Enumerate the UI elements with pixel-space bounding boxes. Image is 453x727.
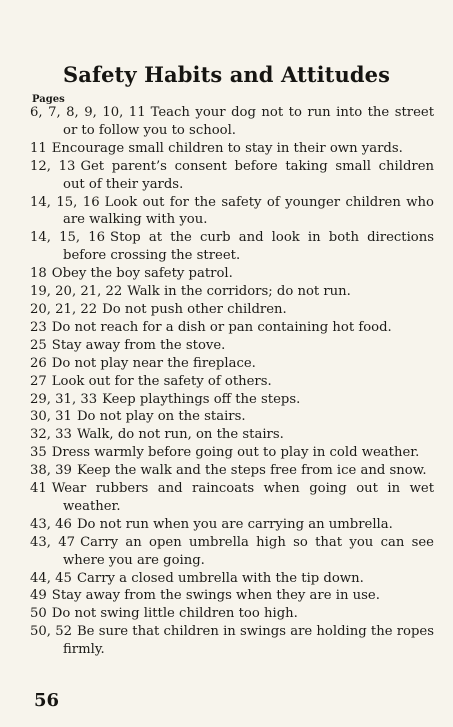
entry-text: Do not push other children.: [102, 301, 287, 317]
entry-text: Look out for the safety of others.: [51, 373, 272, 389]
entry-pages: 49: [30, 588, 47, 604]
entry-text: Do not run when you are carrying an umbrella.: [76, 516, 393, 532]
entry-text: Stay away from the swings when they are in use.: [51, 588, 380, 604]
entry-text: Carry a closed umbrella with the tip down.: [76, 570, 364, 586]
entry-text: Wear rubbers and raincoats when going out in wet weather.: [51, 481, 434, 514]
entry-pages: 50: [30, 606, 47, 622]
entry-text: Carry an open umbrella high so that you can see where you are going.: [63, 534, 434, 568]
entry-text: Do not swing little children too high.: [51, 606, 298, 622]
list-item: [30, 605, 434, 623]
list-item: [30, 426, 434, 444]
entry-pages: 19, 20, 21, 22: [30, 284, 123, 300]
page-title: Safety Habits and Attitudes: [62, 62, 391, 87]
entry-pages: 18: [30, 266, 47, 282]
list-item: [30, 534, 434, 570]
entry-pages: 41: [30, 481, 47, 497]
list-item: [30, 391, 434, 409]
entry-pages: 43, 47: [30, 534, 76, 550]
list-item: [30, 355, 434, 373]
list-item: [30, 570, 434, 588]
list-item: [30, 319, 434, 337]
list-item: [30, 462, 434, 480]
entry-pages: 14, 15, 16: [30, 230, 106, 246]
list-item: [30, 373, 434, 391]
list-item: [30, 194, 434, 230]
entry-pages: 29, 31, 33: [30, 391, 98, 407]
entry-text: Keep the walk and the steps free from ice and snow.: [76, 463, 427, 479]
list-item: [30, 283, 434, 301]
entry-text: Stay away from the stove.: [51, 337, 226, 353]
list-item: [30, 265, 434, 283]
entry-pages: 26: [30, 355, 47, 371]
list-item: [30, 408, 434, 426]
entry-text: Dress warmly before going out to play in cold weather.: [51, 445, 420, 461]
entry-pages: 35: [30, 445, 47, 461]
entry-pages: 44, 45: [30, 570, 72, 586]
list-item: [30, 158, 434, 194]
page-number: 56: [34, 690, 60, 711]
entry-text: Walk, do not run, on the stairs.: [76, 427, 284, 443]
entry-text: Be sure that children in swings are holding the ropes firmly.: [63, 624, 434, 658]
entry-text: Teach your dog not to run into the street or to follow you to school.: [63, 105, 435, 138]
entry-pages: 50, 52: [30, 624, 72, 640]
entry-text: Walk in the corridors; do not run.: [127, 284, 351, 300]
list-item: [30, 516, 434, 534]
list-item: [30, 229, 434, 265]
entry-pages: 32, 33: [30, 427, 72, 443]
entry-pages: 25: [30, 337, 47, 353]
entry-pages: 14, 15, 16: [30, 194, 100, 210]
list-item: [30, 337, 434, 355]
list-item: [30, 444, 434, 462]
entry-pages: 30, 31: [30, 409, 72, 425]
entry-text: Do not play on the stairs.: [76, 409, 246, 425]
entry-pages: 6, 7, 8, 9, 10, 11: [30, 105, 146, 120]
list-item: [30, 480, 434, 516]
entry-pages: 12, 13: [30, 158, 76, 174]
list-item: [30, 587, 434, 605]
pages-column-label: Pages: [32, 94, 65, 105]
list-item: [30, 104, 434, 140]
entry-text: Encourage small children to stay in their own yards.: [51, 140, 403, 156]
safety-habits-list: [30, 104, 434, 659]
entry-pages: 23: [30, 319, 47, 335]
entry-text: Look out for the safety of younger children who are walking with you.: [63, 194, 434, 228]
entry-text: Do not play near the fireplace.: [51, 355, 256, 371]
entry-pages: 43, 46: [30, 516, 72, 532]
entry-pages: 20, 21, 22: [30, 301, 98, 317]
list-item: [30, 623, 434, 659]
entry-pages: 27: [30, 373, 47, 389]
entry-pages: 38, 39: [30, 463, 72, 479]
entry-pages: 11: [30, 140, 47, 156]
entry-text: Obey the boy safety patrol.: [51, 266, 233, 282]
entry-text: Do not reach for a dish or pan containing hot food.: [51, 319, 392, 335]
entry-text: Stop at the curb and look in both directions before crossing the street.: [63, 230, 434, 264]
entry-text: Keep playthings off the steps.: [102, 391, 301, 407]
list-item: [30, 301, 434, 319]
entry-text: Get parent’s consent before taking small children out of their yards.: [63, 158, 434, 192]
list-item: [30, 140, 434, 158]
